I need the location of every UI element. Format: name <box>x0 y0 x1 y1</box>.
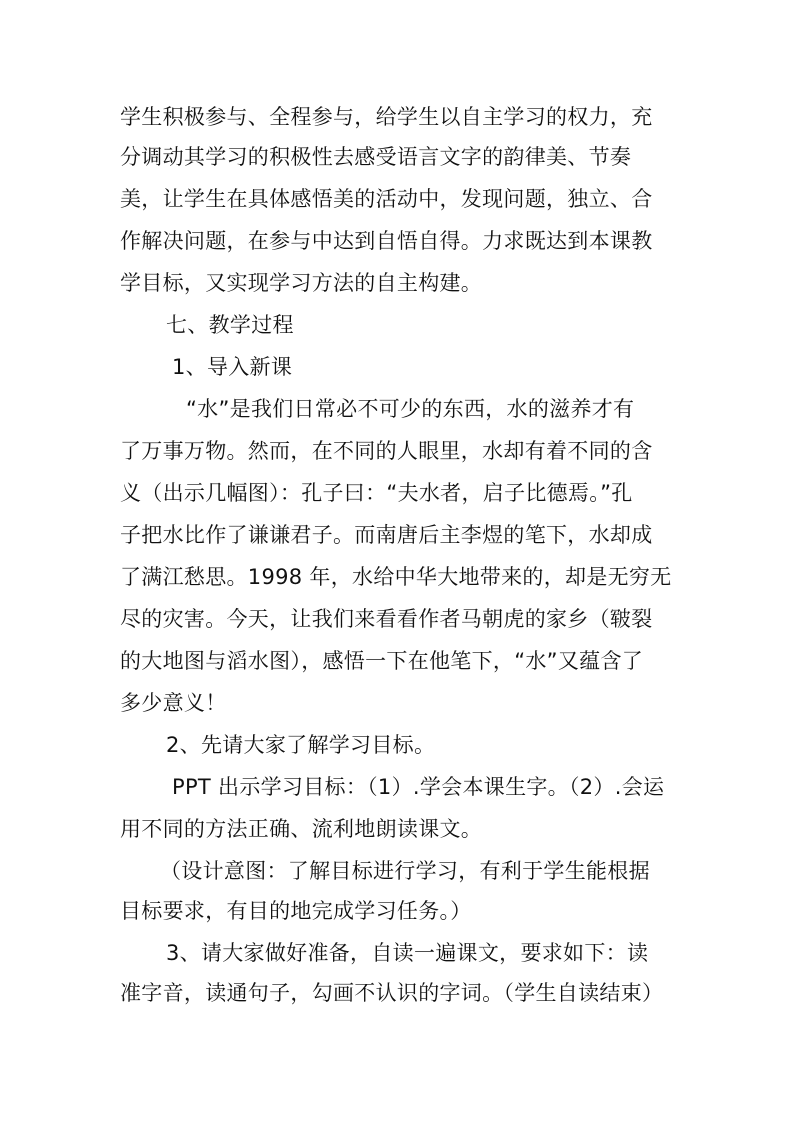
text-line: 了满江愁思。1998 年，水给中华大地带来的，却是无穷无 <box>120 565 672 589</box>
text-line: 用不同的方法正确、流利地朗读课文。 <box>120 817 483 841</box>
text-line: 准字音，读通句子，勾画不认识的字词。（学生自读结束） <box>120 981 664 1005</box>
text-line: 尽的灾害。今天，让我们来看看作者马朝虎的家乡（皲裂 <box>120 607 653 631</box>
text-line: 分调动其学习的积极性去感受语言文字的韵律美、节奏 <box>120 145 632 169</box>
text-line: （设计意图：了解目标进行学习，有利于学生能根据 <box>160 859 650 883</box>
text-line: “水”是我们日常必不可少的东西，水的滋养才有 <box>186 397 635 421</box>
subsection-heading: 3、请大家做好准备，自读一遍课文，要求如下：读 <box>166 941 649 965</box>
text-line: 的大地图与滔水图），感悟一下在他笔下，“水”又蕴含了 <box>120 649 644 673</box>
text-line: 子把水比作了谦谦君子。而南唐后主李煜的笔下，水却成 <box>120 523 653 547</box>
section-heading: 七、教学过程 <box>166 313 294 337</box>
text-line: 多少意义！ <box>120 691 227 715</box>
text-line: 学目标，又实现学习方法的自主构建。 <box>120 271 483 295</box>
text-line: PPT 出示学习目标：（1）.学会本课生字。（2）.会运 <box>172 775 665 799</box>
text-line: 了万事万物。然而，在不同的人眼里，水却有着不同的含 <box>120 439 653 463</box>
text-line: 学生积极参与、全程参与，给学生以自主学习的权力，充 <box>120 105 653 129</box>
subsection-heading: 2、先请大家了解学习目标。 <box>166 733 436 757</box>
subsection-heading: 1、导入新课 <box>172 355 293 379</box>
text-line: 目标要求，有目的地完成学习任务。） <box>120 899 472 923</box>
text-line: 作解决问题，在参与中达到自悟自得。力求既达到本课教 <box>120 229 653 253</box>
text-line: 义（出示几幅图）：孔子曰：“夫水者，启子比德焉。”孔 <box>120 481 633 505</box>
text-line: 美，让学生在具体感悟美的活动中，发现问题，独立、合 <box>120 187 653 211</box>
